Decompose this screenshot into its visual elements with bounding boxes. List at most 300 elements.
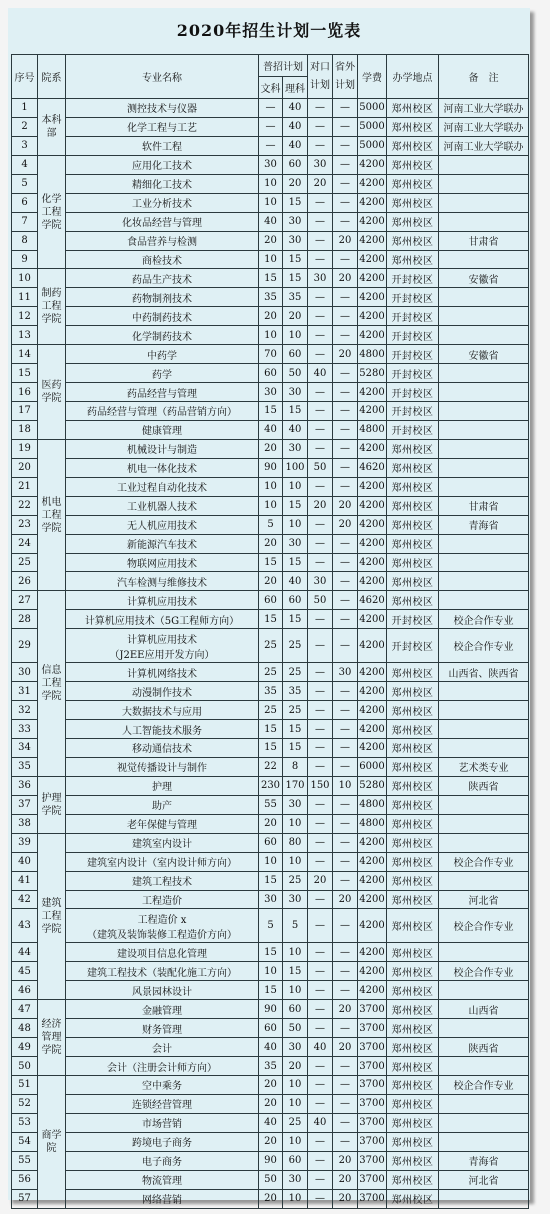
document-sheet (8, 8, 530, 1207)
campus-location: 郑州校区 (387, 1000, 439, 1019)
science-quota: 60 (283, 345, 308, 364)
major-name-line: 新能源汽车技术 (127, 540, 197, 552)
remark: 艺术类专业 (439, 757, 529, 776)
major-name-line: 机械设计与制造 (127, 445, 197, 457)
table-row (12, 739, 529, 758)
remark: 校企合作专业 (439, 962, 529, 981)
major-name-line: 网络营销 (142, 1195, 182, 1207)
science-quota: 30 (283, 1038, 308, 1057)
science-quota: 25 (283, 663, 308, 682)
remark: 山西省、陕西省 (439, 663, 529, 682)
remark: 河北省 (439, 1170, 529, 1189)
arts-quota: — (259, 99, 283, 118)
campus-location: 郑州校区 (387, 1057, 439, 1076)
major-name (66, 890, 259, 909)
campus-location: 郑州校区 (387, 833, 439, 852)
major-name-line: 空中乘务 (142, 1081, 182, 1093)
table-row (12, 99, 529, 118)
row-number: 6 (12, 193, 38, 212)
table-row (12, 420, 529, 439)
remark (439, 212, 529, 231)
counterpart-quota: — (308, 943, 333, 962)
counterpart-quota: — (308, 833, 333, 852)
tuition-fee: 4200 (358, 682, 387, 701)
table-row (12, 1057, 529, 1076)
tuition-fee: 4200 (358, 610, 387, 629)
tuition-fee: 4200 (358, 477, 387, 496)
major-name-line: 药品经营与管理（药品营销方向） (87, 407, 237, 419)
arts-quota: 15 (259, 739, 283, 758)
arts-quota: 10 (259, 496, 283, 515)
counterpart-quota: — (308, 1076, 333, 1095)
campus-location: 郑州校区 (387, 757, 439, 776)
outside-quota: — (333, 1132, 358, 1151)
row-number: 18 (12, 420, 38, 439)
table-row (12, 610, 529, 629)
outside-quota: — (333, 326, 358, 345)
arts-quota: 50 (259, 1170, 283, 1189)
major-name (66, 364, 259, 383)
arts-quota: 55 (259, 795, 283, 814)
campus-location: 郑州校区 (387, 212, 439, 231)
science-quota: 15 (283, 193, 308, 212)
arts-quota: 10 (259, 962, 283, 981)
table-row (12, 1019, 529, 1038)
campus-location: 郑州校区 (387, 117, 439, 136)
table-row (12, 477, 529, 496)
arts-quota: 10 (259, 250, 283, 269)
table-row (12, 795, 529, 814)
major-name-line-2: （J2EE应用开发方向） (109, 649, 215, 661)
campus-location: 开封校区 (387, 326, 439, 345)
major-name (66, 269, 259, 288)
outside-quota: — (333, 458, 358, 477)
science-quota: 30 (283, 212, 308, 231)
science-quota: 10 (283, 814, 308, 833)
row-number: 49 (12, 1038, 38, 1057)
row-number: 50 (12, 1057, 38, 1076)
table-row (12, 757, 529, 776)
campus-location: 郑州校区 (387, 591, 439, 610)
counterpart-quota: — (308, 193, 333, 212)
major-name-line: 跨境电子商务 (132, 1138, 192, 1150)
tuition-fee: 4200 (358, 496, 387, 515)
science-quota: 60 (283, 1000, 308, 1019)
remark (439, 591, 529, 610)
counterpart-quota: — (308, 420, 333, 439)
arts-quota: 230 (259, 776, 283, 795)
arts-quota: 60 (259, 591, 283, 610)
tuition-fee: 4200 (358, 629, 387, 663)
counterpart-quota: — (308, 1132, 333, 1151)
row-number: 23 (12, 515, 38, 534)
enrollment-table (11, 54, 529, 1209)
row-number: 25 (12, 553, 38, 572)
remark: 山西省 (439, 1000, 529, 1019)
science-quota: 15 (283, 402, 308, 421)
arts-quota: 40 (259, 1038, 283, 1057)
outside-quota: — (333, 962, 358, 981)
remark: 陕西省 (439, 776, 529, 795)
counterpart-quota: 30 (308, 155, 333, 174)
tuition-fee: 4200 (358, 701, 387, 720)
major-name-line: 药品生产技术 (132, 274, 192, 286)
header-location: 办学地点 (387, 55, 439, 99)
campus-location: 郑州校区 (387, 1132, 439, 1151)
remark (439, 402, 529, 421)
remark (439, 155, 529, 174)
dept-name: 信息工程学院 (38, 591, 66, 777)
tuition-fee: 5000 (358, 136, 387, 155)
counterpart-quota: — (308, 307, 333, 326)
major-name (66, 496, 259, 515)
remark (439, 326, 529, 345)
tuition-fee: 4200 (358, 981, 387, 1000)
major-name-line: 应用化工技术 (132, 161, 192, 173)
row-number: 33 (12, 720, 38, 739)
row-number: 47 (12, 1000, 38, 1019)
row-number: 2 (12, 117, 38, 136)
table-row (12, 155, 529, 174)
arts-quota: 15 (259, 610, 283, 629)
science-quota: 60 (283, 1151, 308, 1170)
table-row (12, 1170, 529, 1189)
campus-location: 郑州校区 (387, 534, 439, 553)
major-name-line: 移动通信技术 (132, 744, 192, 756)
row-number: 19 (12, 439, 38, 458)
tuition-fee: 4200 (358, 155, 387, 174)
outside-quota: — (333, 701, 358, 720)
major-name-line: 动漫制作技术 (132, 687, 192, 699)
tuition-fee: 3700 (358, 1057, 387, 1076)
major-name-line: 工业过程自动化技术 (117, 483, 207, 495)
campus-location: 郑州校区 (387, 720, 439, 739)
table-row (12, 890, 529, 909)
outside-quota: 20 (333, 1151, 358, 1170)
row-number: 12 (12, 307, 38, 326)
counterpart-quota: — (308, 250, 333, 269)
remark (439, 720, 529, 739)
tuition-fee: 4200 (358, 439, 387, 458)
major-name (66, 1019, 259, 1038)
science-quota: 15 (283, 962, 308, 981)
campus-location: 郑州校区 (387, 553, 439, 572)
campus-location: 开封校区 (387, 269, 439, 288)
outside-quota: 20 (333, 1000, 358, 1019)
major-name-line: 计算机应用技术 (127, 596, 197, 608)
major-name (66, 515, 259, 534)
remark (439, 193, 529, 212)
remark (439, 871, 529, 890)
major-name (66, 458, 259, 477)
tuition-fee: 4200 (358, 852, 387, 871)
table-row (12, 136, 529, 155)
remark (439, 477, 529, 496)
remark (439, 833, 529, 852)
tuition-fee: 4200 (358, 739, 387, 758)
table-row (12, 364, 529, 383)
arts-quota: 20 (259, 814, 283, 833)
campus-location: 郑州校区 (387, 852, 439, 871)
row-number: 43 (12, 909, 38, 943)
remark (439, 553, 529, 572)
remark (439, 1094, 529, 1113)
major-name (66, 757, 259, 776)
arts-quota: 35 (259, 1057, 283, 1076)
tuition-fee: 4200 (358, 250, 387, 269)
major-name (66, 795, 259, 814)
major-name (66, 420, 259, 439)
campus-location: 郑州校区 (387, 250, 439, 269)
remark (439, 1113, 529, 1132)
counterpart-quota: — (308, 739, 333, 758)
remark: 河南工业大学联办 (439, 117, 529, 136)
counterpart-quota: 40 (308, 1113, 333, 1132)
table-row (12, 1189, 529, 1208)
remark: 青海省 (439, 515, 529, 534)
science-quota: 170 (283, 776, 308, 795)
row-number: 55 (12, 1151, 38, 1170)
row-number: 8 (12, 231, 38, 250)
campus-location: 郑州校区 (387, 1170, 439, 1189)
major-name-line: 电子商务 (142, 1157, 182, 1169)
tuition-fee: 4200 (358, 193, 387, 212)
major-name (66, 591, 259, 610)
counterpart-quota: — (308, 1170, 333, 1189)
campus-location: 郑州校区 (387, 890, 439, 909)
campus-location: 开封校区 (387, 402, 439, 421)
table-row (12, 776, 529, 795)
campus-location: 郑州校区 (387, 943, 439, 962)
counterpart-quota: — (308, 814, 333, 833)
campus-location: 开封校区 (387, 345, 439, 364)
remark (439, 420, 529, 439)
campus-location: 郑州校区 (387, 1151, 439, 1170)
row-number: 38 (12, 814, 38, 833)
remark (439, 814, 529, 833)
table-row (12, 1000, 529, 1019)
major-name (66, 231, 259, 250)
major-name (66, 833, 259, 852)
counterpart-quota: — (308, 720, 333, 739)
arts-quota: 25 (259, 629, 283, 663)
campus-location: 郑州校区 (387, 909, 439, 943)
outside-quota: — (333, 212, 358, 231)
tuition-fee: 5280 (358, 776, 387, 795)
campus-location: 郑州校区 (387, 1038, 439, 1057)
tuition-fee: 4620 (358, 591, 387, 610)
table-row (12, 682, 529, 701)
outside-quota: — (333, 871, 358, 890)
row-number: 20 (12, 458, 38, 477)
row-number: 26 (12, 572, 38, 591)
science-quota: 40 (283, 572, 308, 591)
remark (439, 701, 529, 720)
tuition-fee: 3700 (358, 1189, 387, 1208)
table-row (12, 943, 529, 962)
row-number: 21 (12, 477, 38, 496)
outside-quota: — (333, 364, 358, 383)
table-row (12, 515, 529, 534)
science-quota: 100 (283, 458, 308, 477)
major-name-line: 药品经营与管理 (127, 388, 197, 400)
campus-location: 郑州校区 (387, 155, 439, 174)
science-quota: 15 (283, 250, 308, 269)
major-name (66, 288, 259, 307)
row-number: 28 (12, 610, 38, 629)
table-row (12, 307, 529, 326)
major-name-line: 工程造价 (142, 895, 182, 907)
outside-quota: — (333, 981, 358, 1000)
major-name-line: 药物制剂技术 (132, 293, 192, 305)
remark: 甘肃省 (439, 496, 529, 515)
counterpart-quota: — (308, 701, 333, 720)
outside-quota: — (333, 99, 358, 118)
science-quota: 25 (283, 629, 308, 663)
arts-quota: 40 (259, 212, 283, 231)
major-name-line-2: （建筑及装饰装修工程造价方向） (87, 929, 237, 941)
major-name-line: 食品营养与检测 (127, 237, 197, 249)
outside-quota: 30 (333, 663, 358, 682)
tuition-fee: 4200 (358, 269, 387, 288)
outside-quota: — (333, 174, 358, 193)
arts-quota: — (259, 117, 283, 136)
counterpart-quota: — (308, 795, 333, 814)
outside-quota: 10 (333, 776, 358, 795)
science-quota: 10 (283, 1076, 308, 1095)
row-number: 53 (12, 1113, 38, 1132)
dept-name: 本科部 (38, 99, 66, 156)
tuition-fee: 4620 (358, 458, 387, 477)
outside-quota: — (333, 193, 358, 212)
science-quota: 35 (283, 288, 308, 307)
major-name (66, 99, 259, 118)
outside-quota: — (333, 402, 358, 421)
row-number: 56 (12, 1170, 38, 1189)
table-row (12, 814, 529, 833)
major-name (66, 1132, 259, 1151)
outside-quota: 20 (333, 1038, 358, 1057)
counterpart-quota: — (308, 231, 333, 250)
science-quota: 30 (283, 439, 308, 458)
row-number: 31 (12, 682, 38, 701)
science-quota: 40 (283, 136, 308, 155)
table-row (12, 981, 529, 1000)
tuition-fee: 5000 (358, 117, 387, 136)
remark: 校企合作专业 (439, 909, 529, 943)
science-quota: 60 (283, 591, 308, 610)
major-name (66, 663, 259, 682)
major-name (66, 553, 259, 572)
major-name (66, 439, 259, 458)
header-general-plan: 普招计划 (259, 55, 308, 77)
tuition-fee: 3700 (358, 1151, 387, 1170)
remark (439, 739, 529, 758)
table-row (12, 701, 529, 720)
table-row (12, 833, 529, 852)
counterpart-quota: 30 (308, 572, 333, 591)
major-name (66, 629, 259, 663)
counterpart-quota: — (308, 757, 333, 776)
tuition-fee: 5000 (358, 99, 387, 118)
arts-quota: 90 (259, 1000, 283, 1019)
science-quota: 25 (283, 871, 308, 890)
outside-quota: — (333, 250, 358, 269)
outside-quota: — (333, 420, 358, 439)
header-arts: 文科 (259, 77, 283, 99)
table-row (12, 496, 529, 515)
arts-quota: 90 (259, 458, 283, 477)
outside-quota: — (333, 909, 358, 943)
dept-name: 化学工程学院 (38, 155, 66, 269)
major-name-line: 精细化工技术 (132, 180, 192, 192)
counterpart-quota: 30 (308, 269, 333, 288)
major-name (66, 701, 259, 720)
major-name-line: 计算机网络技术 (127, 668, 197, 680)
arts-quota: 20 (259, 307, 283, 326)
table-row (12, 553, 529, 572)
major-name (66, 909, 259, 943)
arts-quota: 30 (259, 383, 283, 402)
arts-quota: 10 (259, 852, 283, 871)
outside-quota: — (333, 155, 358, 174)
remark (439, 682, 529, 701)
table-row (12, 909, 529, 943)
outside-quota: 20 (333, 231, 358, 250)
campus-location: 郑州校区 (387, 1189, 439, 1208)
outside-quota: — (333, 117, 358, 136)
major-name (66, 117, 259, 136)
major-name (66, 1094, 259, 1113)
outside-quota: — (333, 629, 358, 663)
tuition-fee: 4200 (358, 663, 387, 682)
remark (439, 1019, 529, 1038)
arts-quota: 60 (259, 833, 283, 852)
outside-quota: — (333, 943, 358, 962)
science-quota: 20 (283, 1057, 308, 1076)
science-quota: 60 (283, 155, 308, 174)
remark: 校企合作专业 (439, 629, 529, 663)
remark (439, 383, 529, 402)
major-name-line: 汽车检测与维修技术 (117, 577, 207, 589)
campus-location: 郑州校区 (387, 458, 439, 477)
row-number: 11 (12, 288, 38, 307)
row-number: 9 (12, 250, 38, 269)
counterpart-quota: — (308, 1151, 333, 1170)
major-name-line: 化学制药技术 (132, 331, 192, 343)
table-row (12, 852, 529, 871)
outside-quota: — (333, 591, 358, 610)
arts-quota: 20 (259, 572, 283, 591)
arts-quota: 22 (259, 757, 283, 776)
outside-quota: 20 (333, 890, 358, 909)
tuition-fee: 3700 (358, 1170, 387, 1189)
major-name (66, 174, 259, 193)
tuition-fee: 4200 (358, 572, 387, 591)
table-row (12, 1038, 529, 1057)
outside-quota: — (333, 1113, 358, 1132)
major-name-line: 金融管理 (142, 1005, 182, 1017)
table-row (12, 871, 529, 890)
row-number: 1 (12, 99, 38, 118)
major-name-line: 连锁经营管理 (132, 1100, 192, 1112)
arts-quota: 20 (259, 1076, 283, 1095)
counterpart-quota: — (308, 981, 333, 1000)
remark: 甘肃省 (439, 231, 529, 250)
row-number: 29 (12, 629, 38, 663)
science-quota: 35 (283, 682, 308, 701)
tuition-fee: 4200 (358, 326, 387, 345)
